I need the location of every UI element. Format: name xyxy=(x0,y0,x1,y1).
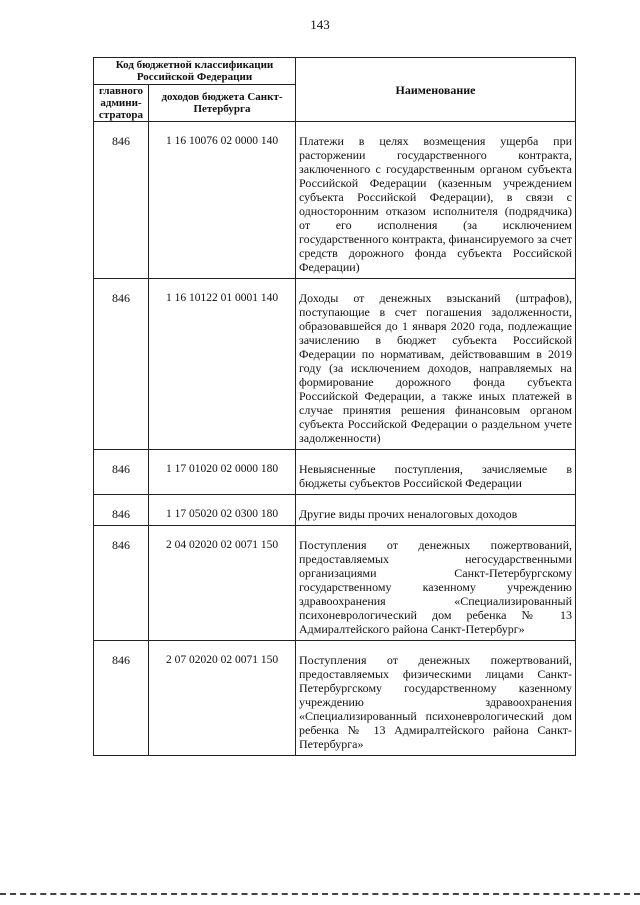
table-row xyxy=(94,279,576,450)
revenue-name-cell: Поступления от денежных пожертвований, предоставляемых негосударственными организациями Санкт-Петербургскому государственному казенному учреждению здравоохранения «Специализированный психоневрологический дом ребенка № 13 Адмиралтейского района Санкт-Петербург» xyxy=(296,526,576,641)
header-classification-code: Код бюджетной классификации Российской Федерации xyxy=(94,58,296,85)
revenue-name-cell: Платежи в целях возмещения ущерба при расторжении государственного контракта, заключенного с государственным органом субъекта Российской Федерации (казенным учреждением субъекта Российской Федерации), в связи с односторонним отказом исполнителя (подрядчика) от его исполнения (за исключением государственного контракта, финансируемого за счет средств дорожного фонда субъекта Российской Федерации) xyxy=(296,122,576,279)
budget-classification-table xyxy=(93,57,576,756)
revenue-code-cell: 2 04 02020 02 0071 150 xyxy=(149,526,296,641)
revenue-name-cell: Невыясненные поступления, зачисляемые в бюджеты субъектов Российской Федерации xyxy=(296,450,576,495)
table-row xyxy=(94,495,576,526)
revenue-code-cell: 2 07 02020 02 0071 150 xyxy=(149,641,296,756)
revenue-code-cell: 1 17 01020 02 0000 180 xyxy=(149,450,296,495)
revenue-name-cell: Доходы от денежных взысканий (штрафов), поступающие в счет погашения задолженности, образовавшейся до 1 января 2020 года, подлежащие зачислению в бюджет субъекта Российской Федерации по нормативам, действовавшим в 2019 году (за исключением доходов, направляемых на формирование дорожного фонда субъекта Российской Федерации, а также иных платежей в случае принятия решения финансовым органом субъекта Российской Федерации о раздельном учете задолженности) xyxy=(296,279,576,450)
revenue-code-cell: 1 16 10122 01 0001 140 xyxy=(149,279,296,450)
header-name: Наименование xyxy=(296,58,576,122)
table-row xyxy=(94,122,576,279)
admin-code-cell: 846 xyxy=(94,450,149,495)
admin-code-cell: 846 xyxy=(94,641,149,756)
page-number: 143 xyxy=(310,17,330,32)
admin-code-cell: 846 xyxy=(94,122,149,279)
table-row xyxy=(94,450,576,495)
table-row xyxy=(94,526,576,641)
table-row xyxy=(94,641,576,756)
scan-edge-divider xyxy=(0,893,640,895)
admin-code-cell: 846 xyxy=(94,279,149,450)
revenue-code-cell: 1 16 10076 02 0000 140 xyxy=(149,122,296,279)
admin-code-cell: 846 xyxy=(94,495,149,526)
admin-code-cell: 846 xyxy=(94,526,149,641)
revenue-code-cell: 1 17 05020 02 0300 180 xyxy=(149,495,296,526)
header-revenue: доходов бюджета Санкт-Петербурга xyxy=(149,85,296,122)
revenue-name-cell: Поступления от денежных пожертвований, предоставляемых физическими лицами Санкт-Петербургскому государственному казенному учреждению здравоохранения «Специализированный психоневрологический дом ребенка № 13 Адмиралтейского района Санкт-Петербурга» xyxy=(296,641,576,756)
revenue-name-cell: Другие виды прочих неналоговых доходов xyxy=(296,495,576,526)
header-admin: главного админи-стратора xyxy=(94,85,149,122)
